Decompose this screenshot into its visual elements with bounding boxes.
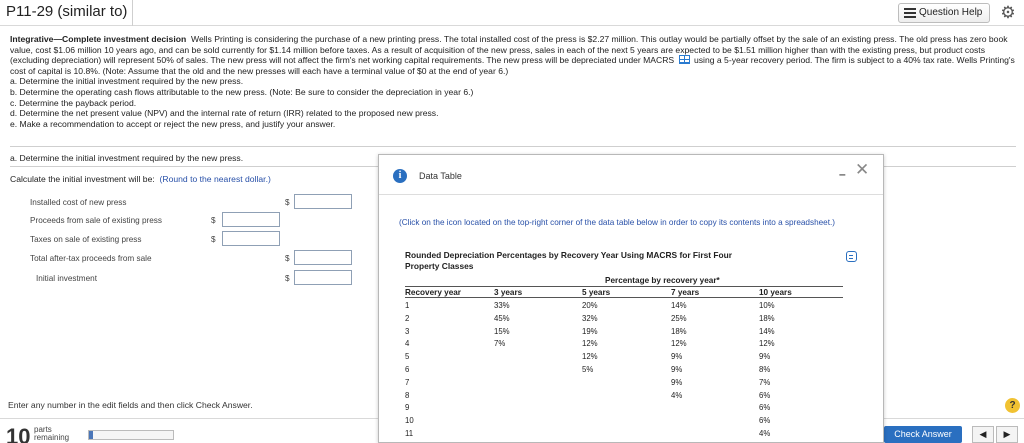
instruction-text: Enter any number in the edit fields and then click Check Answer. xyxy=(8,400,253,410)
parts-label-line2: remaining xyxy=(34,433,70,442)
minimize-button[interactable]: – xyxy=(839,167,846,181)
recovery-year-cell: 9 xyxy=(405,403,410,413)
percentage-cell: 7% xyxy=(494,339,506,349)
help-icon[interactable]: ? xyxy=(1005,398,1020,413)
currency-symbol: $ xyxy=(211,216,216,225)
percentage-cell: 14% xyxy=(671,301,687,310)
previous-button[interactable]: ◀ xyxy=(972,426,994,443)
percentage-cell: 12% xyxy=(582,352,598,362)
recovery-year-cell: 7 xyxy=(405,377,410,387)
problem-paragraph xyxy=(10,34,1016,76)
percentage-cell: 45% xyxy=(494,313,510,323)
data-table-dialog xyxy=(378,154,884,443)
row-label: Total after-tax proceeds from sale xyxy=(30,254,152,263)
percentage-cell: 6% xyxy=(759,403,771,413)
percentage-header: Percentage by recovery year* xyxy=(605,276,720,285)
recovery-year-cell: 4 xyxy=(405,339,410,349)
table-grid-icon[interactable] xyxy=(679,55,690,64)
recovery-year-cell: 1 xyxy=(405,301,410,310)
percentage-cell: 20% xyxy=(582,301,598,310)
parts-label-line1: parts xyxy=(34,425,52,434)
calc-hint: (Round to the nearest dollar.) xyxy=(159,174,271,184)
calc-prefix: Calculate the initial investment will be: xyxy=(10,174,155,184)
column-header: 10 years xyxy=(759,288,792,297)
percentage-cell: 12% xyxy=(671,339,687,349)
percentage-cell: 19% xyxy=(582,326,598,336)
problem-item-c: c. Determine the payback period. xyxy=(10,97,137,108)
percentage-cell: 8% xyxy=(759,365,771,374)
problem-item-e: e. Make a recommendation to accept or reject the new press, and justify your answer. xyxy=(10,118,336,129)
title-divider xyxy=(132,0,133,26)
percentage-cell: 9% xyxy=(759,352,771,362)
gear-icon[interactable]: ⚙ xyxy=(1000,3,1016,22)
check-answer-button[interactable]: Check Answer xyxy=(884,426,962,443)
installed-cost-input[interactable] xyxy=(294,194,352,209)
row-label: Taxes on sale of existing press xyxy=(30,235,142,244)
percentage-cell: 32% xyxy=(582,313,598,323)
total-after-tax-input[interactable] xyxy=(294,250,352,265)
close-button[interactable]: ✕ xyxy=(855,160,870,179)
initial-investment-input[interactable] xyxy=(294,270,352,285)
progress-fill xyxy=(89,431,93,439)
recovery-year-cell: 6 xyxy=(405,365,410,374)
problem-lead: Integrative—Complete investment decision xyxy=(10,34,187,44)
percentage-cell: 9% xyxy=(671,352,683,362)
problem-item-a: a. Determine the initial investment required by the new press. xyxy=(10,76,244,87)
percentage-cell: 7% xyxy=(759,377,771,387)
calc-prompt xyxy=(10,174,271,184)
info-icon: i xyxy=(393,169,407,183)
column-header: 7 years xyxy=(671,288,700,297)
copy-instruction: (Click on the icon located on the top-right corner of the data table below in order to copy its contents into a spreadsheet.) xyxy=(399,218,836,227)
list-icon xyxy=(904,8,916,18)
currency-symbol: $ xyxy=(285,198,290,207)
parts-remaining-label xyxy=(34,426,69,442)
recovery-year-cell: 2 xyxy=(405,313,410,323)
percentage-cell: 33% xyxy=(494,301,510,310)
problem-item-b: b. Determine the operating cash flows attributable to the new press. (Note: Be sure to consider the depreciation in year 6.) xyxy=(10,86,474,97)
column-header: Recovery year xyxy=(405,288,461,297)
column-header: 3 years xyxy=(494,288,523,297)
percentage-cell: 18% xyxy=(759,313,775,323)
percentage-cell: 15% xyxy=(494,326,510,336)
percentage-cell: 18% xyxy=(671,326,687,336)
problem-text-2: using a 5-year recovery period. The firm is subject to a 40% tax rate. Wells Printing's cost of capital is 10.8%. (Note: Assume that the old and the new presses will each have a terminal value of $0 at the end of year 6.) xyxy=(10,55,1015,76)
recovery-year-cell: 3 xyxy=(405,326,410,336)
column-header: 5 years xyxy=(582,288,611,297)
divider xyxy=(10,146,1016,147)
percentage-cell: 9% xyxy=(671,377,683,387)
row-label: Installed cost of new press xyxy=(30,198,127,207)
percentage-cell: 9% xyxy=(671,365,683,374)
percentage-cell: 10% xyxy=(759,301,775,310)
proceeds-sale-input[interactable] xyxy=(222,212,280,227)
percentage-cell: 5% xyxy=(582,365,594,374)
table-title: Rounded Depreciation Percentages by Recovery Year Using MACRS for First Four Property Classes xyxy=(405,250,733,271)
problem-statement xyxy=(10,34,1016,129)
recovery-year-cell: 10 xyxy=(405,416,414,426)
table-rule xyxy=(405,286,843,287)
percentage-cell: 4% xyxy=(759,429,771,438)
percentage-cell: 12% xyxy=(759,339,775,349)
recovery-year-cell: 8 xyxy=(405,390,410,400)
percentage-cell: 4% xyxy=(671,390,683,400)
question-help-button[interactable] xyxy=(898,3,990,23)
currency-symbol: $ xyxy=(211,235,216,244)
recovery-year-cell: 5 xyxy=(405,352,410,362)
next-button[interactable]: ▶ xyxy=(996,426,1018,443)
percentage-cell: 6% xyxy=(759,416,771,426)
row-label: Proceeds from sale of existing press xyxy=(30,216,162,225)
row-label: Initial investment xyxy=(36,274,97,283)
part-a-question: a. Determine the initial investment required by the new press. xyxy=(10,153,244,163)
recovery-year-cell: 11 xyxy=(405,429,414,438)
parts-progress-bar xyxy=(88,430,174,440)
percentage-cell: 12% xyxy=(582,339,598,349)
top-bar xyxy=(0,0,1024,26)
table-rule xyxy=(405,297,843,298)
currency-symbol: $ xyxy=(285,254,290,263)
dialog-title: Data Table xyxy=(419,171,462,181)
parts-remaining-count: 10 xyxy=(6,424,31,443)
percentage-cell: 6% xyxy=(759,390,771,400)
question-help-label: Question Help xyxy=(919,7,983,18)
page-title: P11-29 (similar to) xyxy=(6,3,128,20)
taxes-sale-input[interactable] xyxy=(222,231,280,246)
problem-text-1: Wells Printing is considering the purchase of a new printing press. The total installed cost of the press is $2.27 million. This outlay would be partially offset by the sale of an existing press. The old press has zero book value, cost $1.06 million 10 years ago, and can be sold currently for $1.14 million before taxes. As a result of acquisition of the new press, sales in each of the next 5 years are expected to be $1.51 million higher than with the existing press, but product costs (excluding depreciation) will represent 50% of sales. The new press will not affect the firm's net working capital requirements. The new press will be depreciated under MACRS xyxy=(10,34,1008,66)
problem-item-d: d. Determine the net present value (NPV) and the internal rate of return (IRR) related to the proposed new press. xyxy=(10,108,439,119)
dialog-header xyxy=(379,155,883,195)
copy-to-spreadsheet-icon[interactable] xyxy=(846,251,857,262)
percentage-cell: 25% xyxy=(671,313,687,323)
currency-symbol: $ xyxy=(285,274,290,283)
percentage-cell: 14% xyxy=(759,326,775,336)
